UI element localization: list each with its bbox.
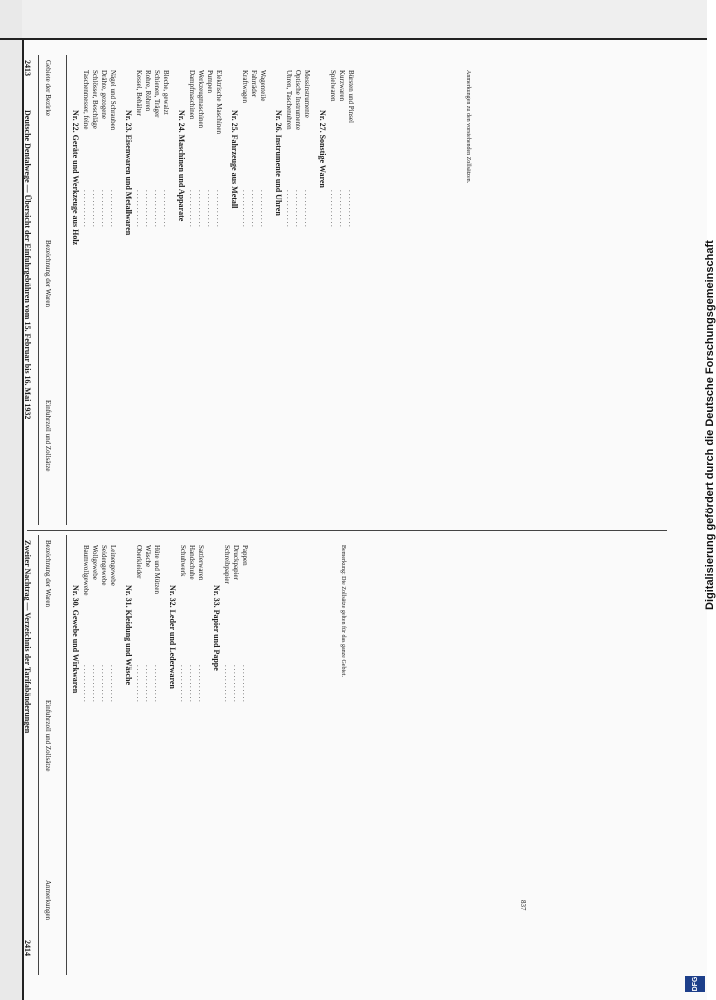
section-title: Nr. 30. Gewebe und Wirkwaren — [71, 585, 80, 694]
section-line: Fahrräder — [250, 70, 258, 98]
section-line: Sattlerwaren — [197, 545, 205, 581]
leader-dots: . . . . . . . . . . . — [241, 665, 249, 702]
right-page-number: 2414 — [23, 940, 32, 956]
leader-dots: . . . . . . . . . . . — [241, 190, 249, 227]
section-line: Messinstrumente — [303, 70, 311, 118]
section-line: Kessel, Behälter — [135, 70, 143, 116]
left-header-rule — [38, 55, 39, 525]
page-gutter — [27, 530, 667, 531]
section-line: Optische Instrumente — [294, 70, 302, 131]
leader-dots: . . . . . . . . . . . — [144, 190, 152, 227]
left-col-goods: Bezeichnung der Waren — [44, 240, 52, 307]
left-colhead-rule — [66, 55, 67, 525]
left-footnote: Anmerkungen zu den vorstehenden Zollsätzen. — [465, 70, 471, 184]
section-title: Nr. 22. Geräte und Werkzeuge aus Holz — [71, 110, 80, 246]
leader-dots: . . . . . . . . . . . — [215, 190, 223, 227]
section-line: Schreibpapier — [223, 545, 231, 584]
leader-dots: . . . . . . . . . . . — [329, 190, 337, 227]
section-line: Taschenmesser, feine — [82, 70, 90, 130]
right-col-goods: Bezeichnung der Waren — [44, 540, 52, 607]
leader-dots: . . . . . . . . . . . — [294, 190, 302, 227]
section-title: Nr. 31. Kleidung und Wäsche — [124, 585, 133, 686]
leader-dots: . . . . . . . . . . . — [250, 190, 258, 227]
section-line: Hüte und Mützen — [153, 545, 161, 594]
section-line: Handschuhe — [188, 545, 196, 580]
leader-dots: . . . . . . . . . . . — [91, 665, 99, 702]
section-line: Wagenteile — [259, 70, 267, 102]
section-line: Seidengewebe — [100, 545, 108, 586]
section-line: Werkzeugmaschinen — [197, 70, 205, 129]
section-line: Wollgewebe — [91, 545, 99, 580]
leader-dots: . . . . . . . . . . . — [285, 190, 293, 227]
section-line: Schienen, Träger — [153, 70, 161, 118]
leader-dots: . . . . . . . . . . . — [206, 190, 214, 227]
leader-dots: . . . . . . . . . . . — [179, 665, 187, 702]
leader-dots: . . . . . . . . . . . — [223, 665, 231, 702]
leader-dots: . . . . . . . . . . . — [100, 665, 108, 702]
section-line: Pumpen — [206, 70, 214, 93]
section-line: Schlösser, Beschläge — [91, 70, 99, 129]
left-col-rates: Einfuhrzoll und Zollsätze — [44, 400, 52, 472]
right-col-rates: Einfuhrzoll und Zollsätze — [44, 700, 52, 772]
right-col-remarks: Anmerkungen — [44, 880, 52, 921]
section-title: Nr. 24. Maschinen und Apparate — [177, 110, 186, 222]
section-line: Drähte, gezogene — [100, 70, 108, 119]
section-line: Druckpapier — [232, 545, 240, 580]
leader-dots: . . . . . . . . . . . — [153, 665, 161, 702]
left-running-title: Deutsche Dentalwege — Übersicht der Einfuhrgebühren vom 15. Februar bis 16. Mai 1932 — [23, 110, 32, 420]
leader-dots: . . . . . . . . . . . — [338, 190, 346, 227]
section-line: Rohre, Röhren — [144, 70, 152, 112]
section-line: Elektrische Maschinen — [215, 70, 223, 134]
leader-dots: . . . . . . . . . . . — [82, 665, 90, 702]
section-title: Nr. 25. Fahrzeuge aus Metall — [230, 110, 239, 209]
section-title: Nr. 26. Instrumente und Uhren — [274, 110, 283, 216]
dfg-sidebar-text: Digitalisierung gefördert durch die Deutsche Forschungsgemeinschaft — [704, 240, 716, 610]
right-running-title: Zweiter Nachtrag — Verzeichnis der Tarifabänderungen — [23, 540, 32, 734]
right-header-rule — [38, 535, 39, 975]
leader-dots: . . . . . . . . . . . — [259, 190, 267, 227]
section-line: Spielwaren — [329, 70, 337, 102]
leader-dots: . . . . . . . . . . . — [153, 190, 161, 227]
section-line: Leinengewebe — [109, 545, 117, 586]
section-line: Pappen — [241, 545, 249, 566]
section-line: Schuhwerk — [179, 545, 187, 577]
section-line: Kurzwaren — [338, 70, 346, 102]
section-line: Nägel und Schrauben — [109, 70, 117, 131]
section-line: Wäsche — [144, 545, 152, 568]
leader-dots: . . . . . . . . . . . — [82, 190, 90, 227]
leader-dots: . . . . . . . . . . . — [135, 190, 143, 227]
leader-dots: . . . . . . . . . . . — [100, 190, 108, 227]
left-col-region: Gebiete der Bezirke — [44, 60, 52, 116]
section-title: Nr. 32. Leder und Lederwaren — [168, 585, 177, 689]
leader-dots: . . . . . . . . . . . — [144, 665, 152, 702]
leader-dots: . . . . . . . . . . . — [303, 190, 311, 227]
leader-dots: . . . . . . . . . . . — [109, 190, 117, 227]
bottom-page-number: 837 — [519, 900, 527, 911]
leader-dots: . . . . . . . . . . . — [162, 190, 170, 227]
leader-dots: . . . . . . . . . . . — [188, 665, 196, 702]
section-line: Uhren, Taschenuhren — [285, 70, 293, 130]
section-line: Dampfmaschinen — [188, 70, 196, 120]
right-footnote: Bemerkung: Die Zollsätze gelten für das ganze Gebiet. — [340, 545, 346, 677]
leader-dots: . . . . . . . . . . . — [109, 665, 117, 702]
leader-dots: . . . . . . . . . . . — [188, 190, 196, 227]
section-line: Baumwollgewebe — [82, 545, 90, 596]
leader-dots: . . . . . . . . . . . — [232, 665, 240, 702]
section-line: Bürsten und Pinsel — [347, 70, 355, 123]
right-colhead-rule — [66, 535, 67, 975]
section-line: Kraftwagen — [241, 70, 249, 104]
section-title: Nr. 27. Sonstige Waren — [318, 110, 327, 188]
left-page-number: 2413 — [23, 60, 32, 76]
section-line: Oberkleider — [135, 545, 143, 579]
dfg-sidebar — [686, 0, 716, 1000]
leader-dots: . . . . . . . . . . . — [197, 190, 205, 227]
section-title: Nr. 23. Eisenwaren und Metallwaren — [124, 110, 133, 236]
dfg-logo-icon: DFG — [685, 976, 705, 992]
section-title: Nr. 33. Papier und Pappe — [212, 585, 221, 671]
leader-dots: . . . . . . . . . . . — [347, 190, 355, 227]
leader-dots: . . . . . . . . . . . — [135, 665, 143, 702]
leader-dots: . . . . . . . . . . . — [197, 665, 205, 702]
leader-dots: . . . . . . . . . . . — [91, 190, 99, 227]
section-line: Bleche, gewalzt — [162, 70, 170, 115]
